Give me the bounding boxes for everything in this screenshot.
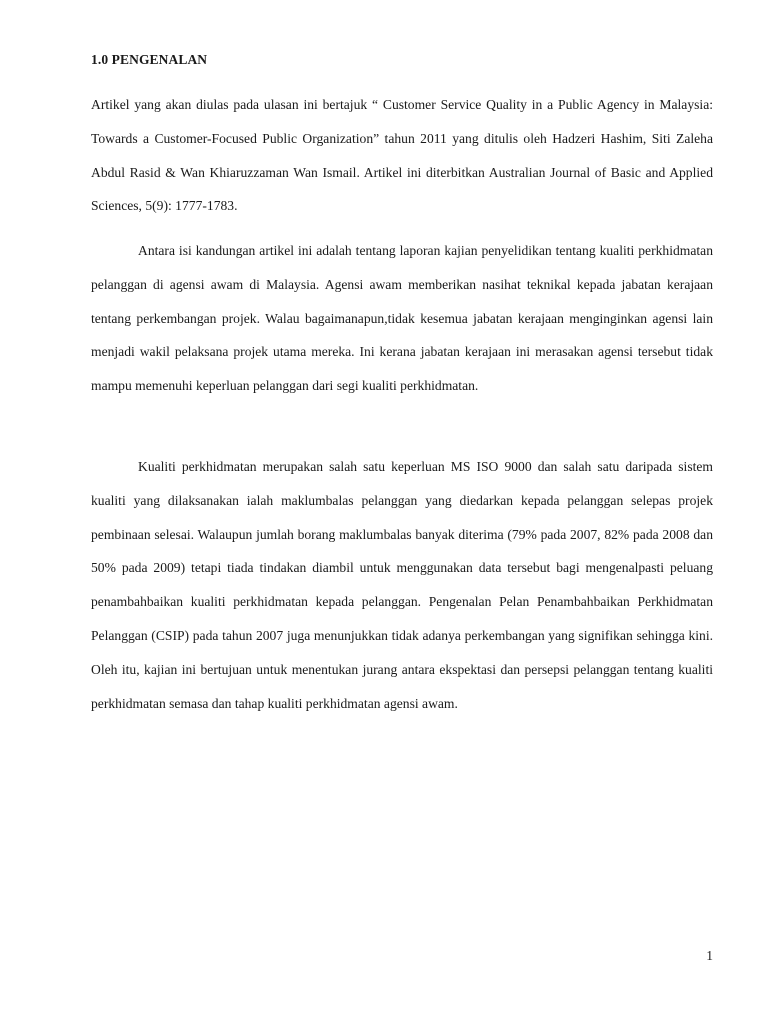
section-heading: 1.0 PENGENALAN: [91, 52, 208, 67]
paragraph-introduction: Artikel yang akan diulas pada ulasan ini bertajuk “ Customer Service Quality in a Public Agency in Malaysia: Towards a Customer-Focused Public Organization” tahun 2011 yang ditulis oleh Hadzeri Hashim, Siti Zaleha Abdul Rasid & Wan Khiaruzzaman Wan Ismail. Artikel ini diterbitkan Australian Journal of Basic and Applied Sciences, 5(9): 1777-1783.: [91, 97, 713, 214]
paragraph-article-content: Antara isi kandungan artikel ini adalah tentang laporan kajian penyelidikan tentang kualiti perkhidmatan pelanggan di agensi awam di Malaysia. Agensi awam memberikan nasihat teknikal kepada jabatan kerajaan tentang perkembangan projek. Walau bagaimanapun,tidak kesemua jabatan kerajaan menginginkan agensi lain menjadi wakil pelaksana projek utama mereka. Ini kerana jabatan kerajaan ini merasakan agensi tersebut tidak mampu memenuhi keperluan pelanggan dari segi kualiti perkhidmatan.: [91, 243, 713, 394]
paragraph-service-quality: Kualiti perkhidmatan merupakan salah satu keperluan MS ISO 9000 dan salah satu daripada sistem kualiti yang dilaksanakan ialah maklumbalas pelanggan yang diedarkan kepada pelanggan selepas projek pembinaan selesai. Walaupun jumlah borang maklumbalas banyak diterima (79% pada 2007, 82% pada 2008 dan 50% pada 2009) tetapi tiada tindakan diambil untuk menggunakan data tersebut bagi mengenalpasti peluang penambahbaikan kualiti perkhidmatan kepada pelanggan. Pengenalan Pelan Penambahbaikan Perkhidmatan Pelanggan (CSIP) pada tahun 2007 juga menunjukkan tidak adanya perkembangan yang signifikan sehingga kini. Oleh itu, kajian ini bertujuan untuk menentukan jurang antara ekspektasi dan persepsi pelanggan tentang kualiti perkhidmatan semasa dan tahap kualiti perkhidmatan agensi awam.: [91, 459, 713, 711]
page-number: 1: [706, 948, 713, 963]
